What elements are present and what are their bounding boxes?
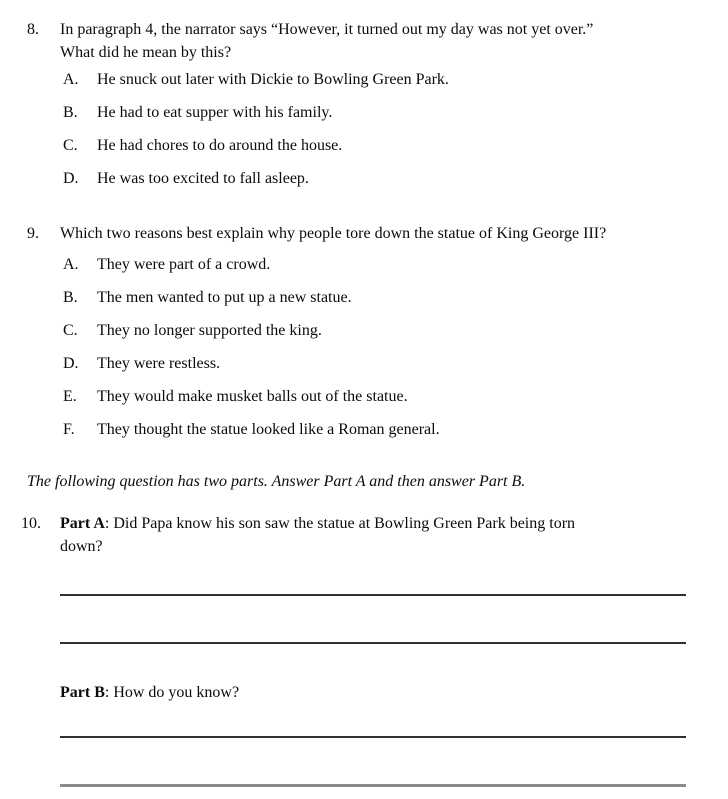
question-10	[0, 512, 728, 558]
question-9-stem	[60, 222, 710, 245]
option-row	[60, 319, 710, 342]
answer-line	[60, 594, 686, 596]
part-b-label: Part B	[60, 684, 105, 701]
answer-line	[60, 784, 686, 787]
part-a-label: Part A	[60, 515, 105, 532]
question-9-options	[60, 253, 710, 441]
option-row	[60, 385, 710, 408]
option-letter: D.	[63, 355, 79, 372]
option-row	[60, 352, 710, 375]
question-8-stem	[60, 18, 710, 64]
question-8-number: 8.	[27, 21, 39, 38]
option-text: They would make musket balls out of the statue.	[97, 388, 408, 405]
option-text: The men wanted to put up a new statue.	[97, 289, 352, 306]
option-letter: E.	[63, 388, 77, 405]
question-10-part-b	[0, 681, 728, 704]
question-8-options	[60, 68, 710, 190]
question-10-part-a	[60, 512, 710, 558]
option-text: They no longer supported the king.	[97, 322, 322, 339]
question-8-stem-line: What did he mean by this?	[60, 44, 232, 61]
option-text: He had chores to do around the house.	[97, 137, 343, 154]
option-row	[60, 167, 710, 190]
option-letter: D.	[63, 170, 79, 187]
option-letter: A.	[63, 256, 79, 273]
option-row	[60, 101, 710, 124]
answer-line	[60, 736, 686, 738]
question-9	[0, 222, 728, 441]
option-text: He was too excited to fall asleep.	[97, 170, 309, 187]
option-text: They thought the statue looked like a Roman general.	[97, 421, 440, 438]
question-8-stem-line: In paragraph 4, the narrator says “However, it turned out my day was not yet over.”	[60, 21, 594, 38]
option-letter: C.	[63, 322, 78, 339]
answer-line	[60, 642, 686, 644]
option-text: He had to eat supper with his family.	[97, 104, 333, 121]
option-row	[60, 253, 710, 276]
question-10-number: 10.	[21, 515, 41, 532]
option-text: They were restless.	[97, 355, 221, 372]
part-a-line	[60, 512, 710, 535]
option-row	[60, 286, 710, 309]
instruction-note: The following question has two parts. Answer Part A and then answer Part B.	[27, 473, 526, 490]
option-letter: F.	[63, 421, 75, 438]
question-9-number: 9.	[27, 225, 39, 242]
option-letter: B.	[63, 289, 78, 306]
option-text: He snuck out later with Dickie to Bowling Green Park.	[97, 71, 449, 88]
option-row	[60, 134, 710, 157]
option-letter: C.	[63, 137, 78, 154]
part-b-text: : How do you know?	[104, 684, 240, 701]
part-a-line: down?	[60, 538, 103, 555]
option-letter: A.	[63, 71, 79, 88]
question-9-stem-line: Which two reasons best explain why people tore down the statue of King George III?	[60, 225, 607, 242]
option-row	[60, 418, 710, 441]
option-text: They were part of a crowd.	[97, 256, 271, 273]
option-letter: B.	[63, 104, 78, 121]
question-8	[0, 0, 728, 190]
part-a-text: : Did Papa know his son saw the statue at Bowling Green Park being torn	[104, 515, 576, 532]
option-row	[60, 68, 710, 91]
